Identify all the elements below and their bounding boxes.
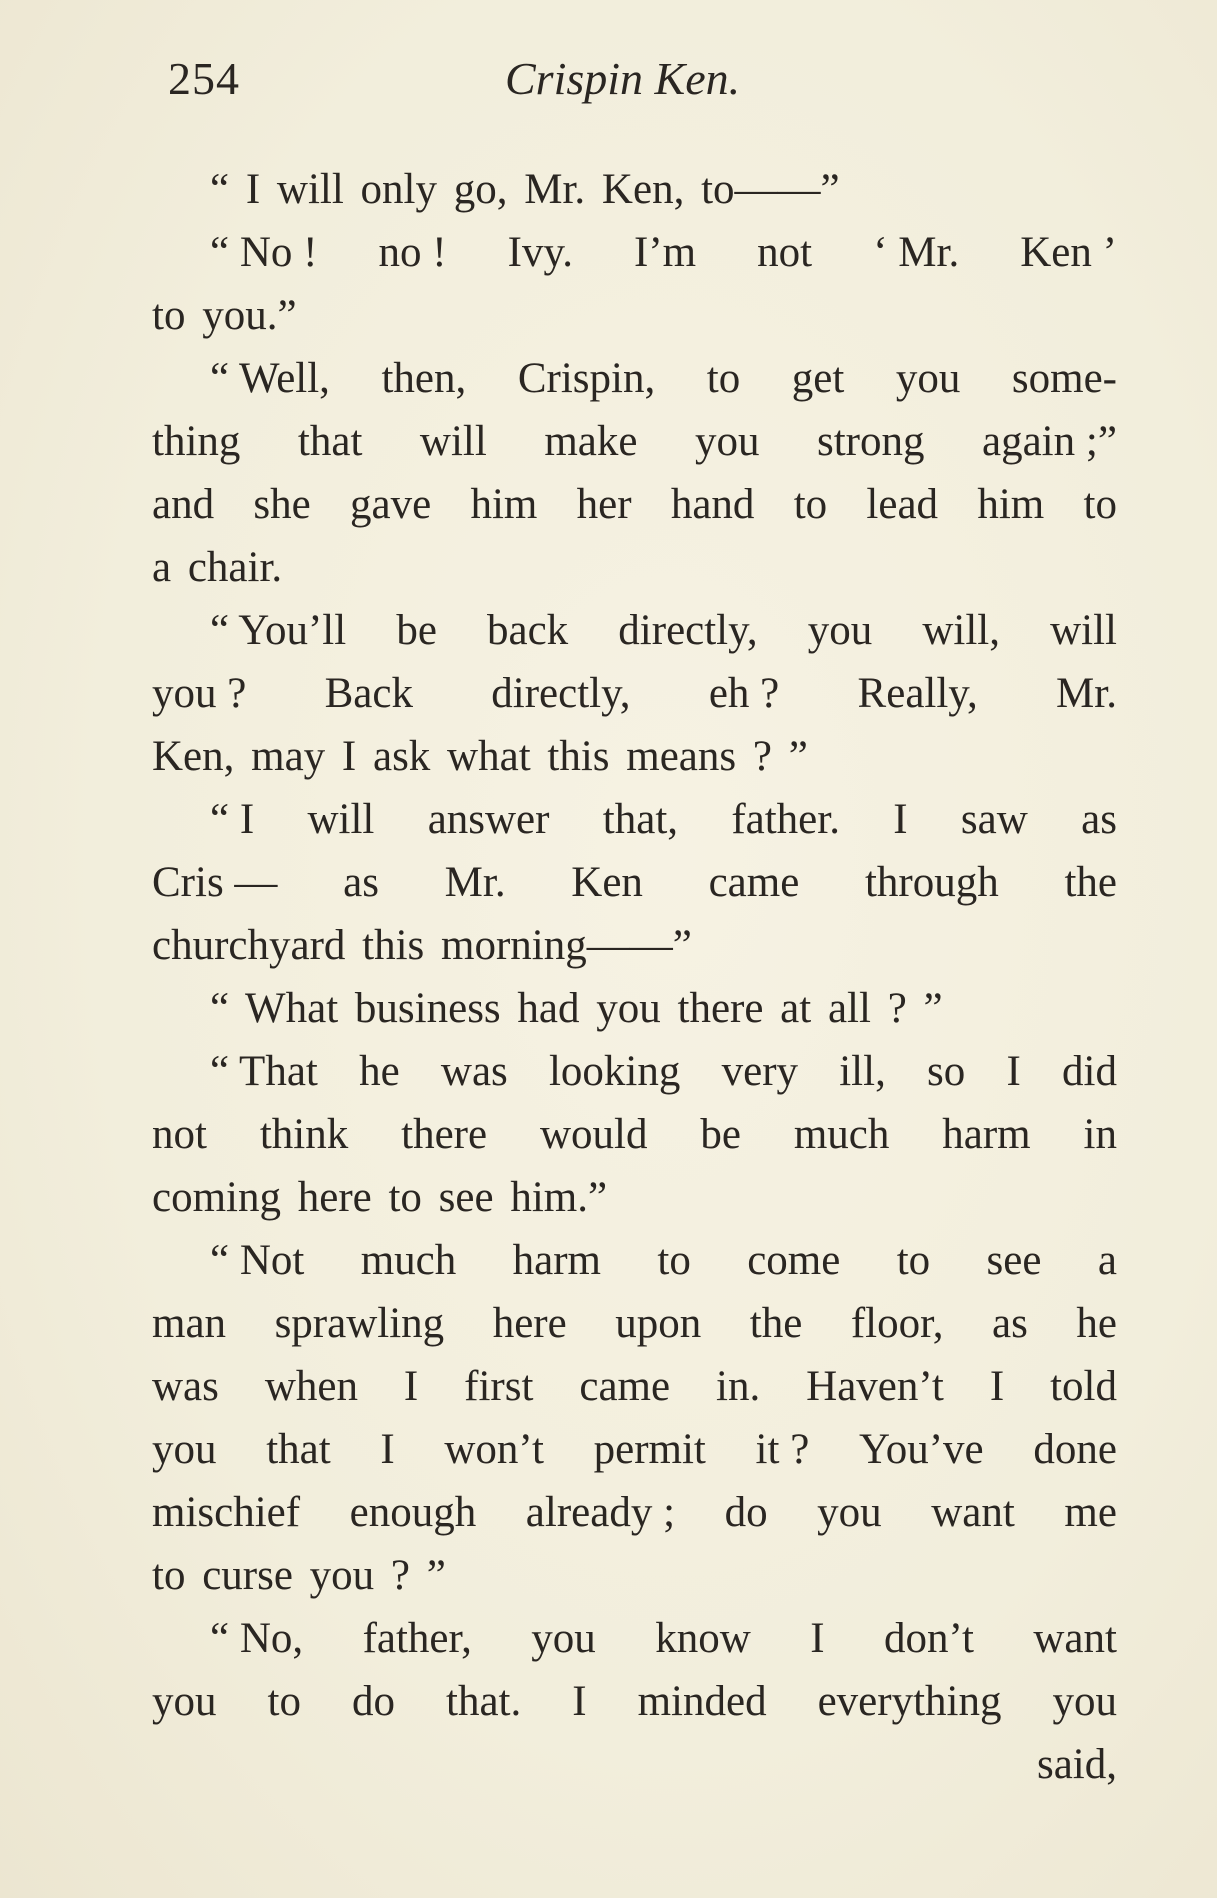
text-line: [152, 1544, 1117, 1607]
word: make: [544, 418, 638, 465]
word: “ No,: [210, 1615, 304, 1662]
body-text: [152, 158, 1117, 1796]
word: ill,: [839, 1048, 886, 1095]
word: the: [749, 1300, 803, 1347]
word: I: [572, 1678, 587, 1725]
word: much: [360, 1237, 457, 1284]
word: everything: [817, 1678, 1002, 1725]
word: that.: [446, 1678, 522, 1725]
word: him: [470, 481, 538, 528]
word: already ;: [525, 1489, 676, 1536]
word: get: [791, 355, 845, 402]
word: thing: [152, 418, 241, 465]
page-header: [160, 52, 1120, 112]
word: when: [264, 1363, 358, 1410]
text-line: [152, 1607, 1117, 1670]
text-line: [152, 536, 1117, 599]
word: in.: [716, 1363, 761, 1410]
word: and: [152, 481, 215, 528]
word: I: [989, 1363, 1005, 1410]
word: be: [700, 1111, 741, 1158]
word: Crispin,: [517, 355, 656, 402]
word: again ;”: [982, 418, 1117, 465]
word: Ivy.: [507, 229, 573, 276]
word: her: [576, 481, 632, 528]
text-line: [152, 1670, 1117, 1733]
text-line: [152, 1229, 1117, 1292]
word: father.: [731, 796, 840, 843]
word: him: [977, 481, 1045, 528]
word: do: [724, 1489, 768, 1536]
word: directly,: [491, 670, 631, 717]
word: think: [259, 1111, 349, 1158]
word: be: [396, 607, 437, 654]
word: did: [1062, 1048, 1117, 1095]
word: that: [297, 418, 363, 465]
word: no !: [378, 229, 447, 276]
word: here: [492, 1300, 567, 1347]
word: was: [440, 1048, 508, 1095]
word: you: [531, 1615, 596, 1662]
word: some-: [1011, 355, 1117, 402]
text-line: [152, 1292, 1117, 1355]
word: as: [992, 1300, 1028, 1347]
text-line: [152, 1040, 1117, 1103]
word: it ?: [755, 1426, 810, 1473]
word: she: [253, 481, 311, 528]
word: I: [810, 1615, 825, 1662]
word: strong: [817, 418, 925, 465]
text-line: [152, 1481, 1117, 1544]
word: want: [931, 1489, 1015, 1536]
word: will: [1050, 607, 1117, 654]
word: upon: [615, 1300, 702, 1347]
text-line: [152, 284, 1117, 347]
word: very: [721, 1048, 799, 1095]
word: “ What business had you there at all ? ”: [210, 985, 943, 1032]
word: enough: [349, 1489, 477, 1536]
word: to: [1083, 481, 1117, 528]
word: you: [1052, 1678, 1117, 1725]
word: I: [380, 1426, 395, 1473]
word: you: [694, 418, 760, 465]
word: Ken, may I ask what this means ? ”: [152, 733, 808, 780]
text-line: [152, 158, 1117, 221]
word: father,: [362, 1615, 472, 1662]
word: will: [307, 796, 375, 843]
word: in: [1083, 1111, 1117, 1158]
word: come: [747, 1237, 841, 1284]
word: directly,: [618, 607, 758, 654]
word: as: [1081, 796, 1117, 843]
word: was: [152, 1363, 219, 1410]
word: me: [1064, 1489, 1117, 1536]
word: Really,: [857, 670, 978, 717]
word: to: [706, 355, 741, 402]
word: to: [657, 1237, 691, 1284]
word: lead: [866, 481, 939, 528]
word: won’t: [444, 1426, 544, 1473]
word: gave: [349, 481, 432, 528]
word: mischief: [152, 1489, 301, 1536]
word: you: [807, 607, 873, 654]
catchword: [152, 1733, 1117, 1796]
word: to: [896, 1237, 931, 1284]
word: Mr.: [444, 859, 506, 906]
word: first: [464, 1363, 534, 1410]
word: not: [152, 1111, 207, 1158]
word: answer: [427, 796, 550, 843]
word: you: [152, 1678, 217, 1725]
word: permit: [593, 1426, 706, 1473]
text-line: [152, 851, 1117, 914]
word: so: [927, 1048, 966, 1095]
word: will: [419, 418, 487, 465]
word: churchyard this morning——”: [152, 922, 692, 969]
word: you: [152, 1426, 217, 1473]
text-line: [152, 1355, 1117, 1418]
word: Haven’t: [806, 1363, 944, 1410]
word: you: [817, 1489, 882, 1536]
word: “ Well,: [210, 355, 330, 402]
word: see: [986, 1237, 1042, 1284]
text-line: [152, 914, 1117, 977]
word: to: [793, 481, 828, 528]
word: Cris —: [152, 859, 278, 906]
word: you: [895, 355, 961, 402]
word: to: [267, 1678, 301, 1725]
word: “ Not: [210, 1237, 305, 1284]
word: harm: [942, 1111, 1031, 1158]
text-line: [152, 788, 1117, 851]
word: much: [793, 1111, 890, 1158]
word: looking: [548, 1048, 681, 1095]
word: you ?: [152, 670, 247, 717]
word: “ I: [210, 796, 255, 843]
word: came: [708, 859, 800, 906]
word: to curse you ? ”: [152, 1552, 446, 1599]
text-line: [152, 725, 1117, 788]
word: man: [152, 1300, 227, 1347]
word: “ You’ll: [210, 607, 347, 654]
word: would: [539, 1111, 648, 1158]
word: “ I will only go, Mr. Ken, to——”: [210, 166, 840, 213]
word: floor,: [850, 1300, 944, 1347]
word: I: [1006, 1048, 1021, 1095]
word: ‘ Mr.: [873, 229, 960, 276]
text-line: [152, 662, 1117, 725]
word: eh ?: [708, 670, 780, 717]
text-line: [152, 347, 1117, 410]
word: back: [487, 607, 569, 654]
text-line: [152, 977, 1117, 1040]
text-line: [152, 410, 1117, 473]
word: Back: [324, 670, 413, 717]
text-line: [152, 473, 1117, 536]
word: do: [351, 1678, 395, 1725]
word: to you.”: [152, 292, 297, 339]
text-line: [152, 1103, 1117, 1166]
word: don’t: [883, 1615, 974, 1662]
word: that: [266, 1426, 331, 1473]
word: a: [1097, 1237, 1117, 1284]
word: I’m: [634, 229, 697, 276]
text-line: [152, 1418, 1117, 1481]
word: “ That: [210, 1048, 318, 1095]
word: he: [1076, 1300, 1117, 1347]
word: there: [401, 1111, 488, 1158]
word: harm: [512, 1237, 601, 1284]
word: I: [403, 1363, 419, 1410]
running-title: Crispin Ken.: [505, 53, 741, 104]
word: sprawling: [274, 1300, 445, 1347]
word: the: [1064, 859, 1117, 906]
text-line: [152, 599, 1117, 662]
catchword-text: said,: [1036, 1741, 1117, 1788]
word: not: [757, 229, 813, 276]
word: know: [655, 1615, 751, 1662]
word: I: [893, 796, 908, 843]
word: then,: [381, 355, 467, 402]
word: coming here to see him.”: [152, 1174, 608, 1221]
word: “ No !: [210, 229, 318, 276]
word: that,: [602, 796, 679, 843]
word: done: [1033, 1426, 1117, 1473]
word: he: [359, 1048, 400, 1095]
word: minded: [637, 1678, 767, 1725]
word: came: [579, 1363, 671, 1410]
word: told: [1050, 1363, 1117, 1410]
page-number: 254: [168, 53, 240, 104]
word: You’ve: [858, 1426, 984, 1473]
text-line: [152, 1166, 1117, 1229]
word: will,: [922, 607, 1000, 654]
word: Ken: [571, 859, 643, 906]
word: Ken ’: [1020, 229, 1117, 276]
word: want: [1033, 1615, 1117, 1662]
word: a chair.: [152, 544, 283, 591]
word: saw: [960, 796, 1028, 843]
word: as: [343, 859, 379, 906]
word: hand: [670, 481, 755, 528]
text-line: [152, 221, 1117, 284]
word: Mr.: [1056, 670, 1117, 717]
word: through: [864, 859, 999, 906]
